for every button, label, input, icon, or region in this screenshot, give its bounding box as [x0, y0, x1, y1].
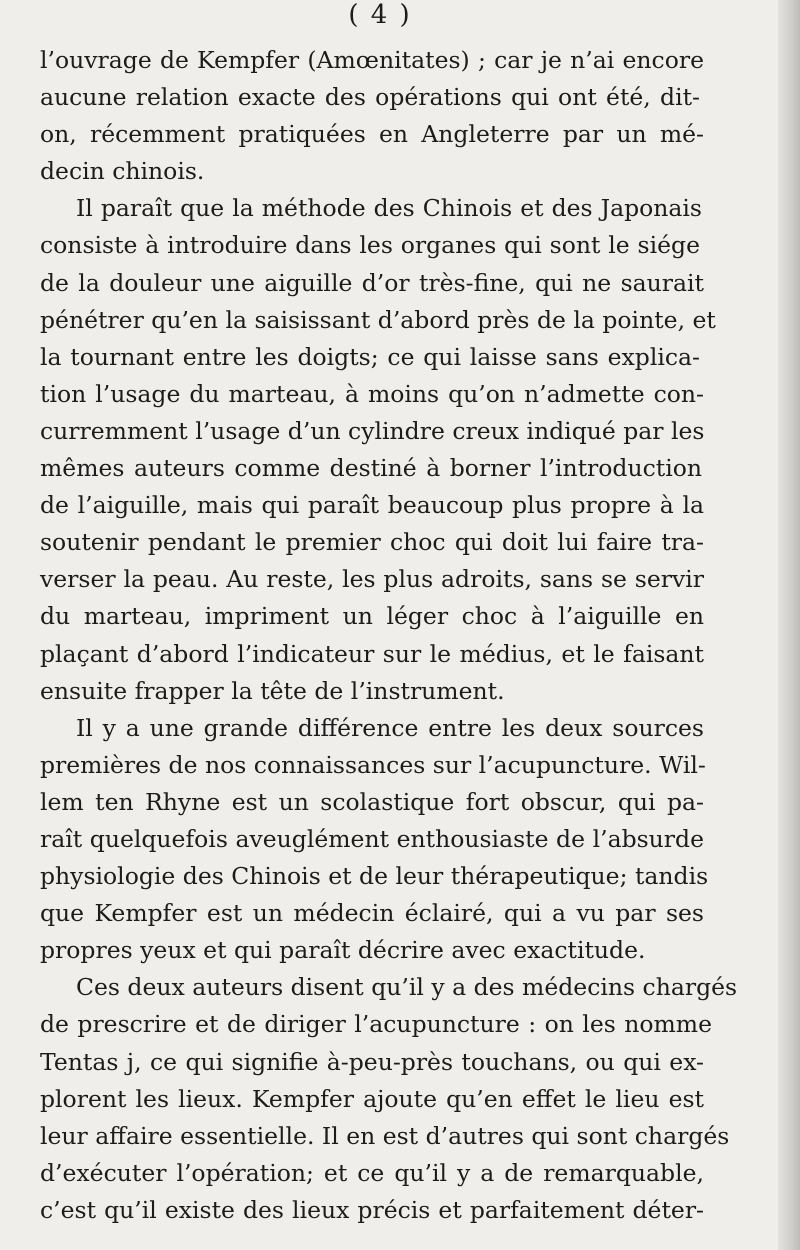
- body-text: [40, 42, 738, 1229]
- text-line: d’exécuter l’opération; et ce qu’il y a de remarquable,: [40, 1158, 704, 1187]
- text-line: mêmes auteurs comme destiné à borner l’introduction: [40, 454, 702, 483]
- text-line: de la douleur une aiguille d’or très-fine, qui ne saurait: [40, 268, 704, 297]
- text-line: aucune relation exacte des opérations qui ont été, dit-: [40, 83, 700, 112]
- text-line: leur affaire essentielle. Il en est d’autres qui sont chargés: [40, 1121, 730, 1150]
- text-line: curremment l’usage d’un cylindre creux indiqué par les: [40, 416, 705, 445]
- text-line: Ces deux auteurs disent qu’il y a des médecins chargés: [76, 973, 738, 1002]
- text-line: consiste à introduire dans les organes qui sont le siége: [40, 231, 700, 260]
- text-line: decin chinois.: [40, 157, 205, 186]
- text-line: de l’aiguille, mais qui paraît beaucoup plus propre à la: [40, 491, 704, 520]
- page-edge-shadow: [778, 0, 800, 1250]
- text-line: tion l’usage du marteau, à moins qu’on n’admette con-: [40, 379, 704, 408]
- text-line: l’ouvrage de Kempfer (Amœnitates) ; car je n’ai encore: [40, 46, 704, 74]
- text-line: verser la peau. Au reste, les plus adroits, sans se servir: [40, 565, 704, 594]
- text-line: du marteau, impriment un léger choc à l’aiguille en: [40, 602, 704, 631]
- page-number: ( 4 ): [348, 0, 412, 30]
- text-line: la tournant entre les doigts; ce qui laisse sans explica-: [40, 342, 700, 371]
- text-line: Tentas j, ce qui signifie à-peu-près touchans, ou qui ex-: [40, 1047, 704, 1076]
- text-line: ensuite frapper la tête de l’instrument.: [40, 676, 505, 705]
- text-line: physiologie des Chinois et de leur thérapeutique; tandis: [40, 862, 709, 891]
- text-line: plorent les lieux. Kempfer ajoute qu’en effet le lieu est: [40, 1084, 704, 1113]
- text-line: premières de nos connaissances sur l’acupuncture. Wil-: [40, 750, 706, 779]
- text-line: soutenir pendant le premier choc qui doit lui faire tra-: [40, 528, 704, 557]
- text-line: plaçant d’abord l’indicateur sur le médius, et le faisant: [40, 639, 704, 668]
- text-line: propres yeux et qui paraît décrire avec exactitude.: [40, 936, 646, 965]
- text-line: on, récemment pratiquées en Angleterre par un mé-: [40, 120, 704, 149]
- text-line: Il y a une grande différence entre les deux sources: [76, 713, 704, 742]
- text-line: de prescrire et de diriger l’acupuncture : on les nomme: [40, 1010, 712, 1039]
- text-line: Il paraît que la méthode des Chinois et des Japonais: [76, 194, 702, 223]
- text-line: c’est qu’il existe des lieux précis et parfaitement déter-: [40, 1195, 704, 1224]
- text-line: raît quelquefois aveuglément enthousiaste de l’absurde: [40, 824, 704, 853]
- text-line: que Kempfer est un médecin éclairé, qui a vu par ses: [40, 899, 704, 928]
- text-line: pénétrer qu’en la saisissant d’abord près de la pointe, et: [40, 305, 716, 334]
- text-line: lem ten Rhyne est un scolastique fort obscur, qui pa-: [40, 787, 704, 816]
